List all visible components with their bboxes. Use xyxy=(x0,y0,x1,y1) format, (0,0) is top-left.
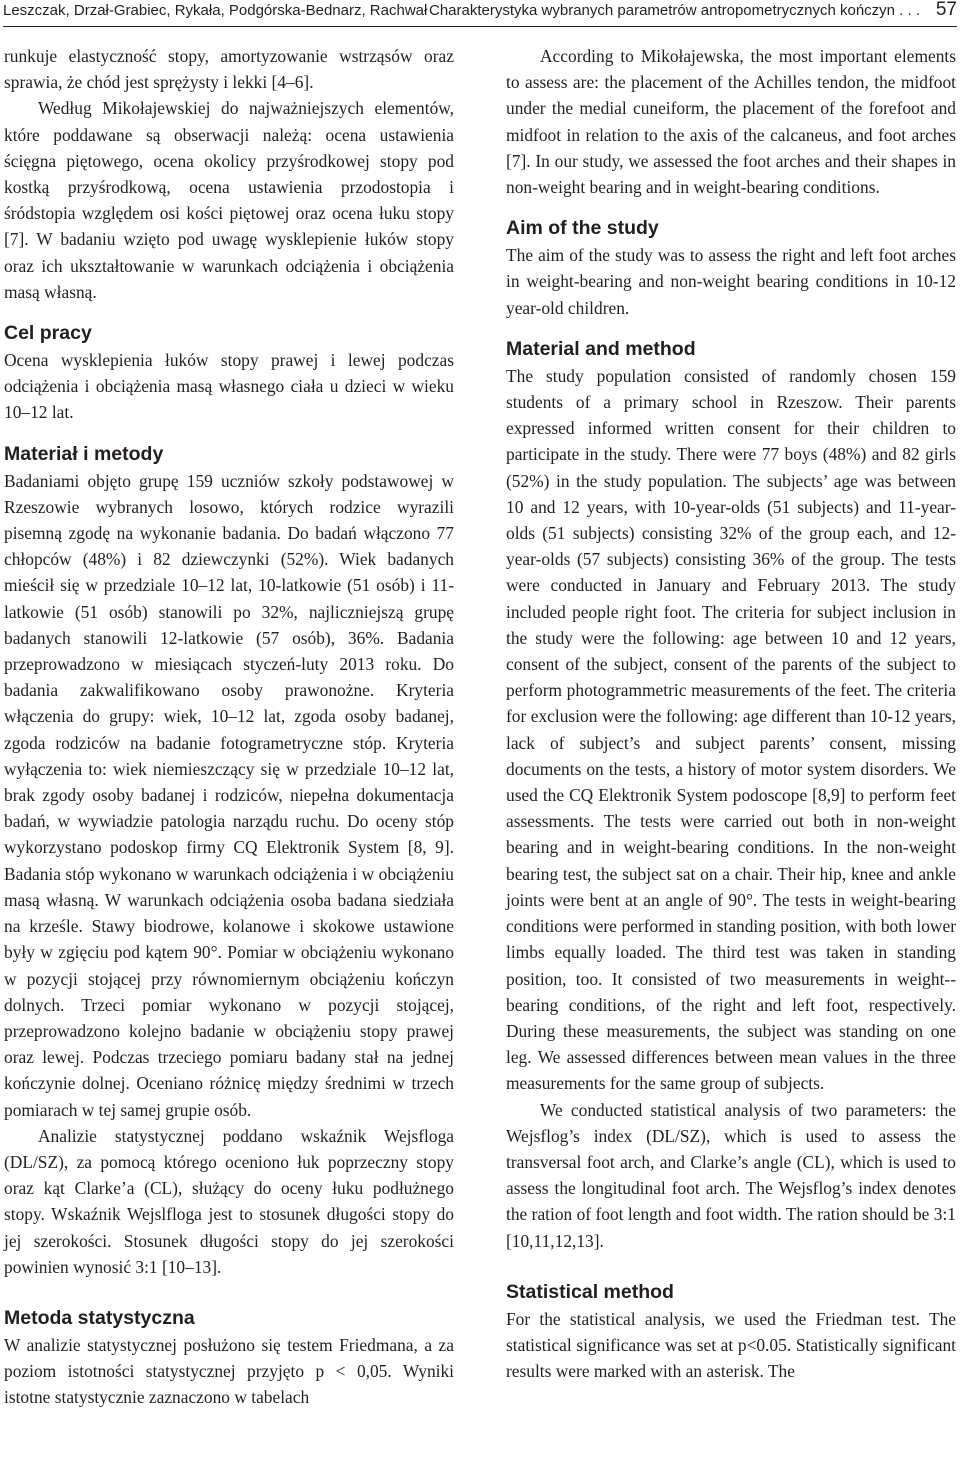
paragraph-material-i-metody: Badaniami objęto grupę 159 uczniów szkoły podstawowej w Rzeszowie wybranych losowo, których rodzice wyrazili pisemną zgodę na wykonanie badania. Do badań włączono 77 chłopców (48%) i 82 dziewczynki (52%). Wiek badanych mieścił się w przedziale 10‒12 lat, 10-latkowie (51 osób) i 11-latkowie (51 osób) stanowili po 32%, najliczniejszą grupę badanych stanowili 12-latkowie (57 osób), 36%. Badania przeprowadzono w miesiącach styczeń-luty 2013 roku. Do badania zakwalifikowano osoby prawonożne. Kryteria włączenia do grupy: wiek, 10‒12 lat, zgoda osoby badanej, zgoda rodziców na badanie fotogrametryczne stóp. Kryteria wyłączenia to: wiek niemieszczący się w przedziale 10‒12 lat, brak zgody osoby badanej i rodziców, niepełna dokumentacja badań, w wywiadzie patologia narządu ruchu. Do oceny stóp wykorzystano podoskop firmy CQ Elektronik System [8, 9]. Badania stóp wykonano w warunkach odciążenia i w obciążeniu masą własną. W warunkach odciążenia osoba badana siedziała na krześle. Stawy biodrowe, kolanowe i skokowe ustawione były w zgięciu pod kątem 90°. Pomiar w obciążeniu wykonano w pozycji stojącej przy równomiernym obciążeniu kończyn dolnych. Trzeci pomiar wykonano w pozycji stojącej, przeprowadzono kolejno badanie w obciążeniu stopy prawej oraz lewej. Podczas trzeciego pomiaru badany stał na jednej kończynie dolnej. Oceniano różnicę między średnimi w trzech pomiarach w tej samej grupie osób. xyxy=(4,470,454,1120)
paragraph-according-mikolajewska: According to Mikołajewska, the most important elements to assess are: the placement of the Achilles tendon, the midfoot under the medial cuneiform, the placement of the forefoot and midfoot in relation to the axis of the calcaneus, and foot arches [7]. In our study, we assessed the foot arches and their shapes in non-weight bearing and in weight-bearing conditions. xyxy=(506,46,956,198)
english-column xyxy=(506,43,956,1384)
paragraph-intro-continued: runkuje elastyczność stopy, amortyzowanie wstrząsów oraz sprawia, że chód jest sprężysty i lekki [4‒6]. xyxy=(4,46,454,93)
paragraph-statistical-analysis: We conducted statistical analysis of two parameters: the Wejsflog’s index (DL/SZ), which is used to assess the transversal foot arch, and Clarke’s angle (CL), which is used to assess the longitudinal foot arch. The Wejsflog’s index denotes the ration of foot length and foot width. The ration should be 3:1 [10,11,12,13]. xyxy=(506,1099,956,1251)
heading-statistical-method: Statistical method xyxy=(506,1280,674,1303)
paragraph-aim-of-study: The aim of the study was to assess the right and left foot arches in weight-bearing and non-weight bearing conditions in 10-12 year-old children. xyxy=(506,245,956,318)
paragraph-cel-pracy: Ocena wysklepienia łuków stopy prawej i lewej podczas odciążenia i obciążenia masą własnego ciała u dzieci w wieku 10‒12 lat. xyxy=(4,350,454,423)
page-number: 57 xyxy=(935,0,957,20)
heading-material-i-metody: Materiał i metody xyxy=(4,442,164,465)
paragraph-statistical-method: For the statistical analysis, we used the Friedman test. The statistical significance was set at p<0.05. Statistically significant results were marked with an asterisk. The xyxy=(506,1308,956,1382)
paragraph-analiza-statystyczna: Analizie statystycznej poddano wskaźnik Wejsfloga (DL/SZ), za pomocą którego oceniono łuk poprzeczny stopy oraz kąt Clarke’a (CL), służący do oceny łuku podłużnego stopy. Wskaźnik Wejslfloga jest to stosunek długości stopy do jej szerokości. Stosunek długości stopy do jej szerokości powinien wynosić 3:1 [10‒13]. xyxy=(4,1125,454,1277)
running-header xyxy=(3,0,957,27)
header-running-title: Charakterystyka wybranych parametrów antropometrycznych kończyn . . . xyxy=(429,2,921,19)
polish-column xyxy=(4,43,454,1411)
paragraph-metoda-statystyczna: W analizie statystycznej posłużono się testem Friedmana, a za poziom istotności statystycznej przyjęto p < 0,05. Wyniki istotne statystycznie zaznaczono w tabelach xyxy=(4,1334,454,1408)
heading-cel-pracy: Cel pracy xyxy=(4,322,92,345)
heading-aim-of-study: Aim of the study xyxy=(506,217,659,240)
paragraph-mikolajewska: Według Mikołajewskiej do najważniejszych elementów, które poddawane są obserwacji należą: ocena ustawienia ścięgna piętowego, ocena okolicy przyśrodkowej stopy pod kostką przyśrodkową, ocena ustawienia przodostopia i śródstopia względem osi kości piętowej oraz ocena łuku stopy [7]. W badaniu wzięto pod uwagę wysklepienie łuków stopy oraz ich ukształtowanie w warunkach odciążenia i obciążenia masą własną. xyxy=(4,98,454,302)
paragraph-material-and-method: The study population consisted of randomly chosen 159 students of a primary school in Rzeszow. Their parents expressed informed written consent for their children to participate in the study. There were 77 boys (48%) and 82 girls (52%) in the study population. The subjects’ age was between 10 and 12 years, with 10-year-olds (51 subjects) and 11-year-olds (51 subjects) consisting 32% of the group each, and 12-year-olds (57 subjects) consisting 36% of the group. The tests were conducted in January and February 2013. The study included people right foot. The criteria for subject inclusion in the study were the following: age between 10 and 12 years, consent of the subject, consent of the parents of the subject to perform photogrammetric measurements of the feet. The criteria for exclusion were the following: age different than 10-12 years, lack of subject’s and subject parents’ consent, missing documents on the tests, a history of motor system disorders. We used the CQ Elektronik System podoscope [8,9] to perform feet assessments. The tests were carried out both in non-weight bearing and in weight-bearing conditions. In the non-weight bearing test, the subject sat on a chair. Their hip, knee and ankle joints were bent at an angle of 90°. The tests in weight-bearing conditions were performed in standing position, with both lower limbs equally loaded. The third test was taken in standing position, too. It consisted of two measurements in weight--bearing conditions, of the right and left foot, respectively. During these measurements, the subject was standing on one leg. We assessed differences between mean values in the three measurements for the same group of subjects. xyxy=(506,365,956,1094)
heading-material-and-method: Material and method xyxy=(506,337,696,360)
heading-metoda-statystyczna: Metoda statystyczna xyxy=(4,1306,195,1329)
header-authors: Leszczak, Drzał-Grabiec, Rykała, Podgórska-Bednarz, Rachwał xyxy=(3,2,428,19)
